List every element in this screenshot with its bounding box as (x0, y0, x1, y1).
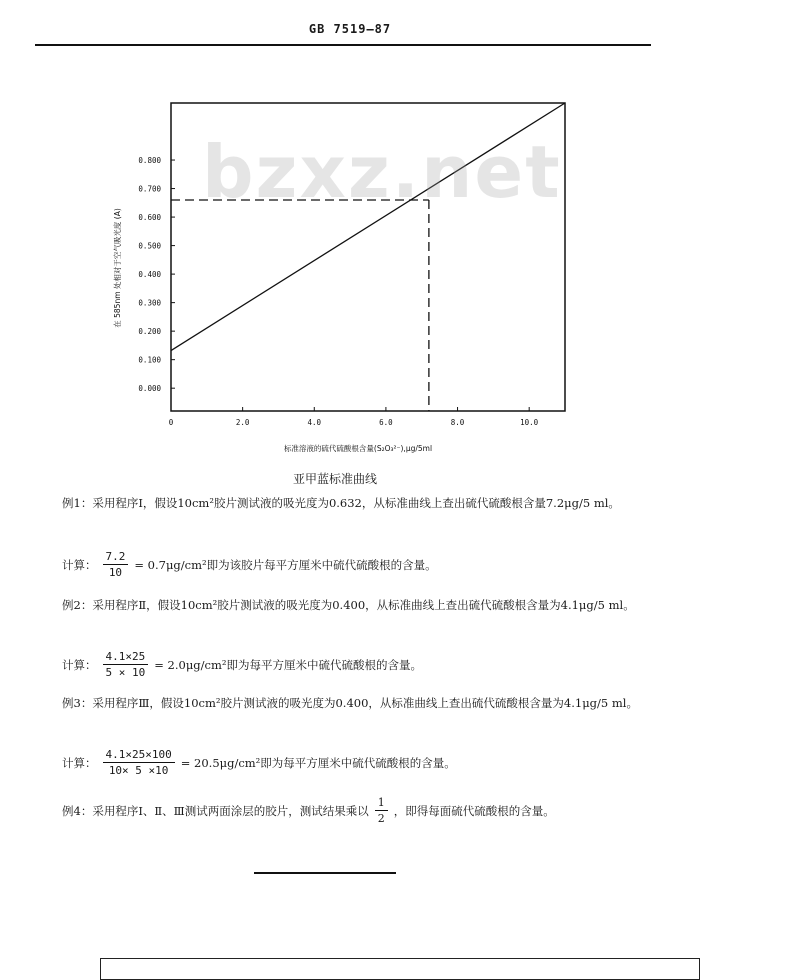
calc-label: 计算： (62, 755, 97, 770)
example-3-calculation (62, 748, 456, 777)
y-tick-label: 0.100 (138, 355, 161, 365)
fraction-numerator: 4.1×25 (103, 650, 149, 665)
calibration-chart (0, 0, 800, 470)
x-tick-label: 2.0 (235, 418, 250, 427)
fraction-numerator: 4.1×25×100 (103, 748, 175, 763)
y-axis-label: 在 585nm 处相对于空气吸光度 (A) (113, 208, 122, 328)
y-tick-label: 0.700 (138, 184, 161, 194)
example-4-post: ，即得每面硫代硫酸根的含量。 (393, 803, 555, 818)
end-rule (254, 872, 396, 874)
calc-result: = 20.5μg/cm²即为每平方厘米中硫代硫酸根的含量。 (180, 755, 456, 770)
fraction (375, 796, 388, 825)
x-tick-label: 0 (168, 418, 174, 427)
calc-label: 计算： (62, 557, 97, 572)
calc-result: = 2.0μg/cm²即为每平方厘米中硫代硫酸根的含量。 (154, 657, 422, 672)
x-axis-label: 标准溶液的硫代硫酸根含量(S₂O₃²⁻),μg/5ml (283, 444, 433, 453)
example-2-calculation (62, 650, 422, 679)
fraction (103, 748, 175, 777)
x-tick-label: 4.0 (307, 418, 322, 427)
example-1-calculation (62, 550, 437, 579)
y-tick-label: 0.800 (138, 156, 161, 166)
fraction-denominator: 10× 5 ×10 (108, 764, 169, 777)
calc-label: 计算： (62, 657, 97, 672)
fraction (103, 650, 149, 679)
y-tick-label: 0.500 (138, 241, 161, 251)
y-tick-label: 0.000 (138, 384, 161, 394)
fraction-numerator: 1 (375, 796, 388, 811)
example-3-text: 例3：采用程序Ⅲ，假设10cm²胶片测试液的吸光度为0.400，从标准曲线上查出硫代硫酸根含量为4.1μg/5 ml。 (62, 696, 638, 710)
chart-caption: 亚甲蓝标准曲线 (292, 472, 377, 486)
fraction-denominator: 2 (377, 812, 385, 825)
example-2-text: 例2：采用程序Ⅱ，假设10cm²胶片测试液的吸光度为0.400，从标准曲线上查出硫代硫酸根含量为4.1μg/5 ml。 (62, 598, 635, 612)
y-tick-label: 0.200 (138, 327, 161, 337)
example-4-text (62, 796, 555, 825)
y-tick-label: 0.400 (138, 270, 161, 280)
y-tick-label: 0.600 (138, 213, 161, 223)
x-tick-label: 10.0 (520, 418, 539, 427)
example-1-text: 例1：采用程序Ⅰ，假设10cm²胶片测试液的吸光度为0.632，从标准曲线上查出硫代硫酸根含量7.2μg/5 ml。 (62, 496, 620, 510)
fraction-denominator: 10 (108, 566, 123, 579)
fraction-denominator: 5 × 10 (105, 666, 146, 679)
y-tick-label: 0.300 (138, 298, 161, 308)
fraction-numerator: 7.2 (103, 550, 129, 565)
x-tick-label: 6.0 (379, 418, 393, 427)
bottom-frame (100, 958, 700, 980)
fraction (103, 550, 129, 579)
example-4-pre: 例4：采用程序Ⅰ、Ⅱ、Ⅲ测试两面涂层的胶片，测试结果乘以 (62, 803, 369, 818)
calc-result: = 0.7μg/cm²即为该胶片每平方厘米中硫代硫酸根的含量。 (134, 557, 437, 572)
watermark-text: bzxz.net (202, 130, 562, 214)
x-tick-label: 8.0 (450, 418, 465, 427)
standard-code-header: GB 7519—87 (308, 22, 392, 36)
